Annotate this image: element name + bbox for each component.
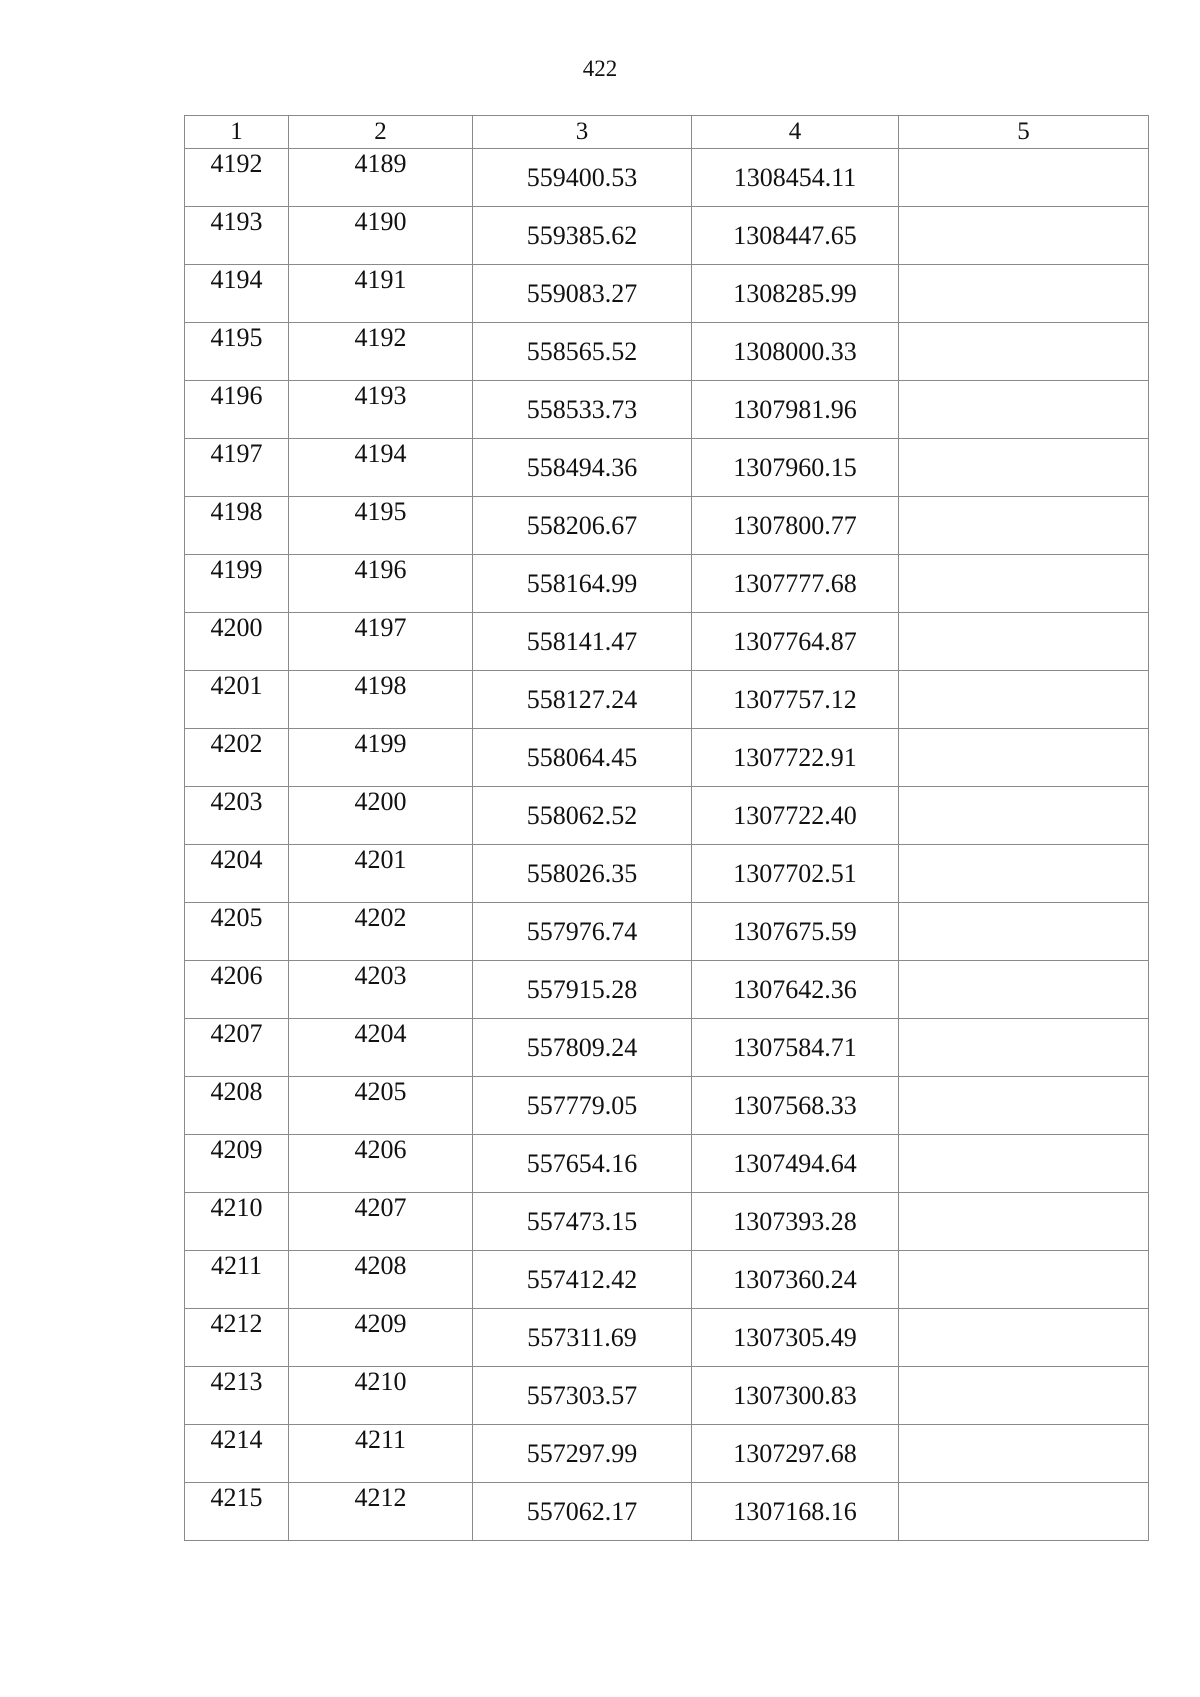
point-number-cell: 4213 (185, 1367, 289, 1425)
point-number-cell: 4197 (185, 439, 289, 497)
point-number-cell: 4214 (185, 1425, 289, 1483)
previous-point-cell: 4199 (289, 729, 473, 787)
y-coordinate-cell: 1307642.36 (692, 961, 899, 1019)
x-coordinate-cell: 558565.52 (473, 323, 692, 381)
table-row (185, 1077, 1149, 1135)
point-number-cell: 4202 (185, 729, 289, 787)
y-coordinate-cell: 1307777.68 (692, 555, 899, 613)
point-number-cell: 4211 (185, 1251, 289, 1309)
x-coordinate-cell: 558141.47 (473, 613, 692, 671)
table-row (185, 323, 1149, 381)
notes-cell (899, 555, 1149, 613)
previous-point-cell: 4196 (289, 555, 473, 613)
previous-point-cell: 4204 (289, 1019, 473, 1077)
previous-point-cell: 4191 (289, 265, 473, 323)
previous-point-cell: 4190 (289, 207, 473, 265)
table-row (185, 265, 1149, 323)
table-body (185, 149, 1149, 1541)
y-coordinate-cell: 1307757.12 (692, 671, 899, 729)
previous-point-cell: 4189 (289, 149, 473, 207)
notes-cell (899, 207, 1149, 265)
notes-cell (899, 787, 1149, 845)
y-coordinate-cell: 1307764.87 (692, 613, 899, 671)
previous-point-cell: 4202 (289, 903, 473, 961)
x-coordinate-cell: 557311.69 (473, 1309, 692, 1367)
x-coordinate-cell: 558127.24 (473, 671, 692, 729)
table-row (185, 497, 1149, 555)
column-header-5: 5 (899, 116, 1149, 149)
table-row (185, 381, 1149, 439)
column-header-4: 4 (692, 116, 899, 149)
x-coordinate-cell: 558064.45 (473, 729, 692, 787)
notes-cell (899, 729, 1149, 787)
table-row (185, 1425, 1149, 1483)
notes-cell (899, 265, 1149, 323)
notes-cell (899, 613, 1149, 671)
previous-point-cell: 4207 (289, 1193, 473, 1251)
x-coordinate-cell: 557062.17 (473, 1483, 692, 1541)
previous-point-cell: 4209 (289, 1309, 473, 1367)
y-coordinate-cell: 1307722.91 (692, 729, 899, 787)
y-coordinate-cell: 1307800.77 (692, 497, 899, 555)
y-coordinate-cell: 1307981.96 (692, 381, 899, 439)
notes-cell (899, 1077, 1149, 1135)
column-header-1: 1 (185, 116, 289, 149)
point-number-cell: 4192 (185, 149, 289, 207)
point-number-cell: 4201 (185, 671, 289, 729)
x-coordinate-cell: 558206.67 (473, 497, 692, 555)
notes-cell (899, 439, 1149, 497)
y-coordinate-cell: 1307168.16 (692, 1483, 899, 1541)
notes-cell (899, 961, 1149, 1019)
point-number-cell: 4204 (185, 845, 289, 903)
table-row (185, 787, 1149, 845)
table-row (185, 961, 1149, 1019)
previous-point-cell: 4205 (289, 1077, 473, 1135)
point-number-cell: 4207 (185, 1019, 289, 1077)
table-row (185, 1135, 1149, 1193)
point-number-cell: 4194 (185, 265, 289, 323)
previous-point-cell: 4208 (289, 1251, 473, 1309)
x-coordinate-cell: 557297.99 (473, 1425, 692, 1483)
y-coordinate-cell: 1307393.28 (692, 1193, 899, 1251)
previous-point-cell: 4195 (289, 497, 473, 555)
point-number-cell: 4195 (185, 323, 289, 381)
point-number-cell: 4205 (185, 903, 289, 961)
previous-point-cell: 4198 (289, 671, 473, 729)
x-coordinate-cell: 557976.74 (473, 903, 692, 961)
table-row (185, 729, 1149, 787)
notes-cell (899, 1367, 1149, 1425)
table-row (185, 1483, 1149, 1541)
notes-cell (899, 149, 1149, 207)
table-row (185, 1367, 1149, 1425)
point-number-cell: 4203 (185, 787, 289, 845)
notes-cell (899, 381, 1149, 439)
point-number-cell: 4209 (185, 1135, 289, 1193)
notes-cell (899, 1483, 1149, 1541)
column-header-3: 3 (473, 116, 692, 149)
table-header (185, 116, 1149, 149)
point-number-cell: 4212 (185, 1309, 289, 1367)
table-row (185, 1193, 1149, 1251)
table-row (185, 903, 1149, 961)
notes-cell (899, 1193, 1149, 1251)
x-coordinate-cell: 558062.52 (473, 787, 692, 845)
notes-cell (899, 1309, 1149, 1367)
point-number-cell: 4193 (185, 207, 289, 265)
point-number-cell: 4200 (185, 613, 289, 671)
x-coordinate-cell: 559385.62 (473, 207, 692, 265)
notes-cell (899, 323, 1149, 381)
point-number-cell: 4210 (185, 1193, 289, 1251)
point-number-cell: 4215 (185, 1483, 289, 1541)
column-header-2: 2 (289, 116, 473, 149)
previous-point-cell: 4197 (289, 613, 473, 671)
x-coordinate-cell: 557779.05 (473, 1077, 692, 1135)
x-coordinate-cell: 558026.35 (473, 845, 692, 903)
notes-cell (899, 1135, 1149, 1193)
notes-cell (899, 671, 1149, 729)
y-coordinate-cell: 1307297.68 (692, 1425, 899, 1483)
table-row (185, 1019, 1149, 1077)
previous-point-cell: 4193 (289, 381, 473, 439)
notes-cell (899, 1019, 1149, 1077)
y-coordinate-cell: 1307960.15 (692, 439, 899, 497)
y-coordinate-cell: 1307702.51 (692, 845, 899, 903)
y-coordinate-cell: 1307584.71 (692, 1019, 899, 1077)
x-coordinate-cell: 557473.15 (473, 1193, 692, 1251)
previous-point-cell: 4206 (289, 1135, 473, 1193)
table-row (185, 613, 1149, 671)
table-row (185, 1309, 1149, 1367)
x-coordinate-cell: 559400.53 (473, 149, 692, 207)
y-coordinate-cell: 1308285.99 (692, 265, 899, 323)
page-number: 422 (582, 56, 618, 81)
y-coordinate-cell: 1307360.24 (692, 1251, 899, 1309)
point-number-cell: 4208 (185, 1077, 289, 1135)
notes-cell (899, 1251, 1149, 1309)
header-row (185, 116, 1149, 149)
table-row (185, 671, 1149, 729)
table-row (185, 1251, 1149, 1309)
y-coordinate-cell: 1307722.40 (692, 787, 899, 845)
y-coordinate-cell: 1308454.11 (692, 149, 899, 207)
previous-point-cell: 4203 (289, 961, 473, 1019)
previous-point-cell: 4200 (289, 787, 473, 845)
point-number-cell: 4206 (185, 961, 289, 1019)
x-coordinate-cell: 558494.36 (473, 439, 692, 497)
y-coordinate-cell: 1307300.83 (692, 1367, 899, 1425)
table-row (185, 439, 1149, 497)
previous-point-cell: 4212 (289, 1483, 473, 1541)
notes-cell (899, 903, 1149, 961)
previous-point-cell: 4192 (289, 323, 473, 381)
table-row (185, 149, 1149, 207)
x-coordinate-cell: 557915.28 (473, 961, 692, 1019)
previous-point-cell: 4211 (289, 1425, 473, 1483)
point-number-cell: 4196 (185, 381, 289, 439)
previous-point-cell: 4210 (289, 1367, 473, 1425)
y-coordinate-cell: 1307305.49 (692, 1309, 899, 1367)
notes-cell (899, 1425, 1149, 1483)
y-coordinate-cell: 1307494.64 (692, 1135, 899, 1193)
x-coordinate-cell: 559083.27 (473, 265, 692, 323)
x-coordinate-cell: 557809.24 (473, 1019, 692, 1077)
x-coordinate-cell: 557303.57 (473, 1367, 692, 1425)
notes-cell (899, 845, 1149, 903)
table-row (185, 207, 1149, 265)
point-number-cell: 4198 (185, 497, 289, 555)
notes-cell (899, 497, 1149, 555)
x-coordinate-cell: 558164.99 (473, 555, 692, 613)
previous-point-cell: 4194 (289, 439, 473, 497)
x-coordinate-cell: 558533.73 (473, 381, 692, 439)
table-row (185, 845, 1149, 903)
y-coordinate-cell: 1308000.33 (692, 323, 899, 381)
x-coordinate-cell: 557412.42 (473, 1251, 692, 1309)
point-number-cell: 4199 (185, 555, 289, 613)
previous-point-cell: 4201 (289, 845, 473, 903)
x-coordinate-cell: 557654.16 (473, 1135, 692, 1193)
y-coordinate-cell: 1308447.65 (692, 207, 899, 265)
y-coordinate-cell: 1307568.33 (692, 1077, 899, 1135)
y-coordinate-cell: 1307675.59 (692, 903, 899, 961)
coordinates-table (184, 115, 1149, 1541)
table-row (185, 555, 1149, 613)
